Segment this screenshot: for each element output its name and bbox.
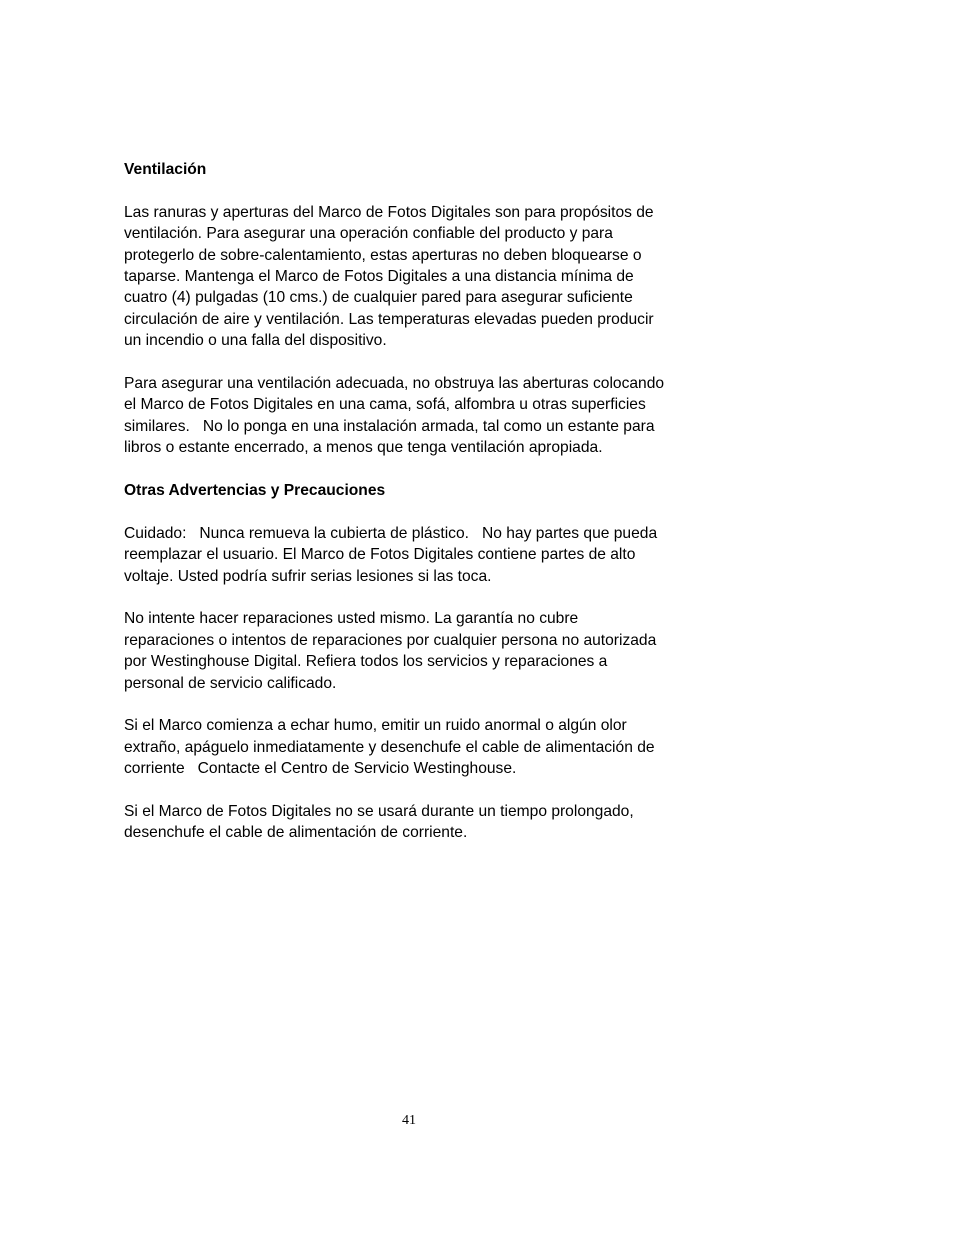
document-body — [124, 159, 704, 844]
section-heading-advertencias: Otras Advertencias y Precauciones — [124, 482, 386, 500]
section-heading-ventilacion: Ventilación — [124, 161, 207, 178]
spacer — [124, 587, 704, 608]
paragraph-advertencias-1: Cuidado: Nunca remueva la cubierta de plástico. No hay partes que pueda reemplazar el usuario. El Marco de Fotos Digitales contiene partes de alto voltaje. Usted podría sufrir serias lesiones si las toca. — [124, 524, 658, 585]
spacer — [124, 459, 704, 480]
paragraph-ventilacion-1: Las ranuras y aperturas del Marco de Fotos Digitales son para propósitos de ventilación. Para asegurar una operación confiable del producto y para protegerlo de sobre-calentamiento, estas aperturas no deben bloquearse o taparse. Mantenga el Marco de Fotos Digitales a una distancia mínima de cuatro (4) pulgadas (10 cms.) de cualquier pared para asegurar suficiente circulación de aire y ventilación. Las temperaturas elevadas pueden producir un incendio o una falla del dispositivo. — [124, 203, 654, 350]
paragraph-advertencias-4: Si el Marco de Fotos Digitales no se usará durante un tiempo prolongado, desenchufe el cable de alimentación de corriente. — [124, 803, 634, 842]
spacer — [124, 694, 704, 715]
paragraph-advertencias-2: No intente hacer reparaciones usted mismo. La garantía no cubre reparaciones o intentos de reparaciones por cualquier persona no autorizada por Westinghouse Digital. Refiera todos los servicios y reparaciones a personal de servicio calificado. — [124, 610, 657, 692]
page-number: 41 — [402, 1113, 416, 1128]
paragraph-ventilacion-2: Para asegurar una ventilación adecuada, no obstruya las aberturas colocando el Marco de Fotos Digitales en una cama, sofá, alfombra u otras superficies similares. No lo ponga en una instalación armada, tal como un estante para libros o estante encerrado, a menos que tenga ventilación apropiada. — [124, 375, 665, 457]
spacer — [124, 780, 704, 801]
spacer — [124, 352, 704, 373]
spacer — [124, 180, 704, 201]
spacer — [124, 501, 704, 522]
paragraph-advertencias-3: Si el Marco comienza a echar humo, emitir un ruido anormal o algún olor extraño, apáguelo inmediatamente y desenchufe el cable de alimentación de corriente Contacte el Centro de Servicio Westinghouse. — [124, 717, 655, 778]
